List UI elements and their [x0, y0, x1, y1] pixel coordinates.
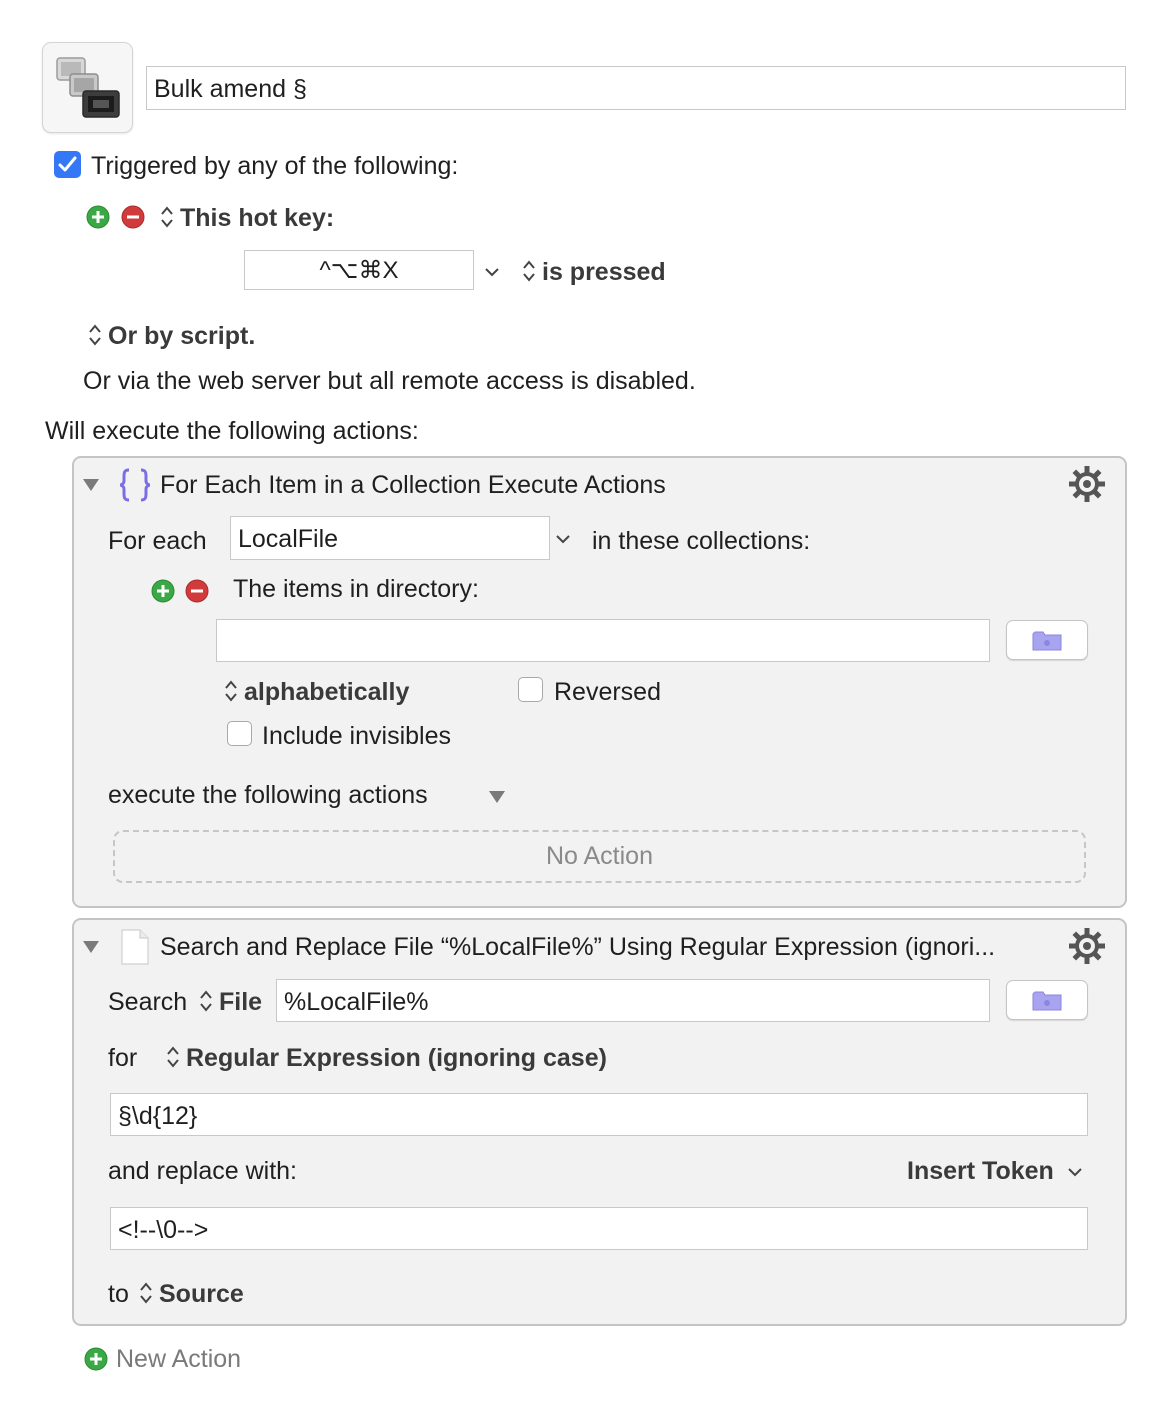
hotkey-field[interactable] — [244, 250, 474, 290]
hotkey-condition-label: is pressed — [542, 258, 666, 286]
replacement-value: <!--\0--> — [118, 1216, 209, 1244]
macro-icon-well[interactable] — [42, 42, 133, 133]
replace-with-label: and replace with: — [108, 1157, 298, 1185]
search-replace-action-title: Search and Replace File “%LocalFile%” Using Regular Expression (ignori... — [160, 933, 996, 961]
gear-icon[interactable] — [1067, 464, 1107, 504]
insert-token-menu[interactable] — [907, 1156, 1083, 1186]
hotkey-value: ^⌥⌘X — [319, 257, 399, 284]
folder-icon — [1032, 630, 1062, 652]
match-mode-selector[interactable] — [166, 1043, 607, 1073]
macro-group-icon — [42, 42, 133, 133]
reversed-checkbox[interactable] — [518, 677, 543, 702]
execute-actions-label: execute the following actions — [108, 781, 428, 809]
collapse-triangle-icon[interactable] — [82, 940, 100, 954]
for-each-action-title: For Each Item in a Collection Execute Actions — [160, 471, 666, 499]
search-target-selector[interactable] — [199, 987, 262, 1017]
search-label: Search — [108, 988, 188, 1016]
up-down-chevron-icon — [522, 258, 536, 284]
chevron-down-icon — [1067, 1166, 1083, 1178]
triggered-checkbox[interactable] — [54, 151, 81, 178]
script-trigger-selector[interactable] — [88, 321, 255, 351]
for-each-variable-input[interactable] — [230, 516, 550, 560]
sort-order-label: alphabetically — [244, 678, 410, 706]
hotkey-trigger-selector[interactable] — [160, 203, 334, 233]
directory-path-input[interactable] — [216, 619, 990, 662]
gear-icon[interactable] — [1067, 926, 1107, 966]
file-path-input[interactable] — [276, 979, 990, 1022]
add-collection-icon[interactable] — [151, 579, 175, 603]
hotkey-dropdown-chevron-icon[interactable] — [484, 266, 500, 278]
for-each-label: For each — [108, 527, 207, 555]
search-target-label: File — [219, 988, 263, 1016]
script-trigger-label: Or by script. — [108, 322, 256, 350]
checkmark-icon — [54, 151, 81, 178]
up-down-chevron-icon — [166, 1044, 180, 1070]
search-pattern-value: §\d{12} — [118, 1102, 198, 1130]
variable-dropdown-chevron-icon[interactable] — [555, 533, 571, 545]
include-invisibles-checkbox[interactable] — [227, 721, 252, 746]
for-each-variable-value: LocalFile — [238, 525, 339, 553]
choose-file-button[interactable] — [1006, 980, 1088, 1020]
macro-name-value: Bulk amend § — [154, 75, 307, 103]
directory-items-label: The items in directory: — [233, 575, 479, 603]
macro-name-input[interactable] — [146, 66, 1126, 110]
destination-label: Source — [159, 1280, 244, 1308]
no-action-label: No Action — [545, 842, 653, 870]
for-label: for — [108, 1044, 138, 1072]
remove-trigger-icon[interactable] — [121, 205, 145, 229]
choose-directory-button[interactable] — [1006, 620, 1088, 660]
up-down-chevron-icon — [160, 204, 174, 230]
add-icon — [84, 1347, 108, 1371]
to-label: to — [108, 1280, 129, 1308]
triggered-label: Triggered by any of the following: — [91, 152, 459, 180]
remove-collection-icon[interactable] — [185, 579, 209, 603]
up-down-chevron-icon — [139, 1280, 153, 1306]
destination-selector[interactable] — [139, 1279, 244, 1309]
file-path-value: %LocalFile% — [284, 988, 429, 1016]
up-down-chevron-icon — [199, 988, 213, 1014]
reversed-label: Reversed — [554, 678, 661, 706]
collapse-triangle-icon[interactable] — [82, 478, 100, 492]
document-icon — [120, 929, 150, 965]
insert-token-label: Insert Token — [907, 1157, 1054, 1185]
sort-order-selector[interactable] — [224, 677, 409, 707]
actions-heading: Will execute the following actions: — [45, 417, 419, 445]
new-action-label: New Action — [116, 1345, 242, 1373]
collections-label: in these collections: — [592, 527, 811, 555]
search-pattern-input[interactable] — [110, 1093, 1088, 1136]
execute-actions-disclosure-icon[interactable] — [488, 790, 506, 804]
match-mode-label: Regular Expression (ignoring case) — [186, 1044, 607, 1072]
add-trigger-icon[interactable] — [86, 205, 110, 229]
replacement-input[interactable] — [110, 1207, 1088, 1250]
up-down-chevron-icon — [224, 678, 238, 704]
curly-braces-icon — [117, 467, 153, 503]
include-invisibles-label: Include invisibles — [262, 722, 451, 750]
hotkey-trigger-label: This hot key: — [180, 204, 335, 232]
no-action-drop-zone[interactable] — [113, 830, 1086, 883]
folder-icon — [1032, 990, 1062, 1012]
up-down-chevron-icon — [88, 322, 102, 348]
hotkey-condition-selector[interactable] — [522, 257, 666, 287]
web-server-note: Or via the web server but all remote access is disabled. — [83, 367, 696, 395]
